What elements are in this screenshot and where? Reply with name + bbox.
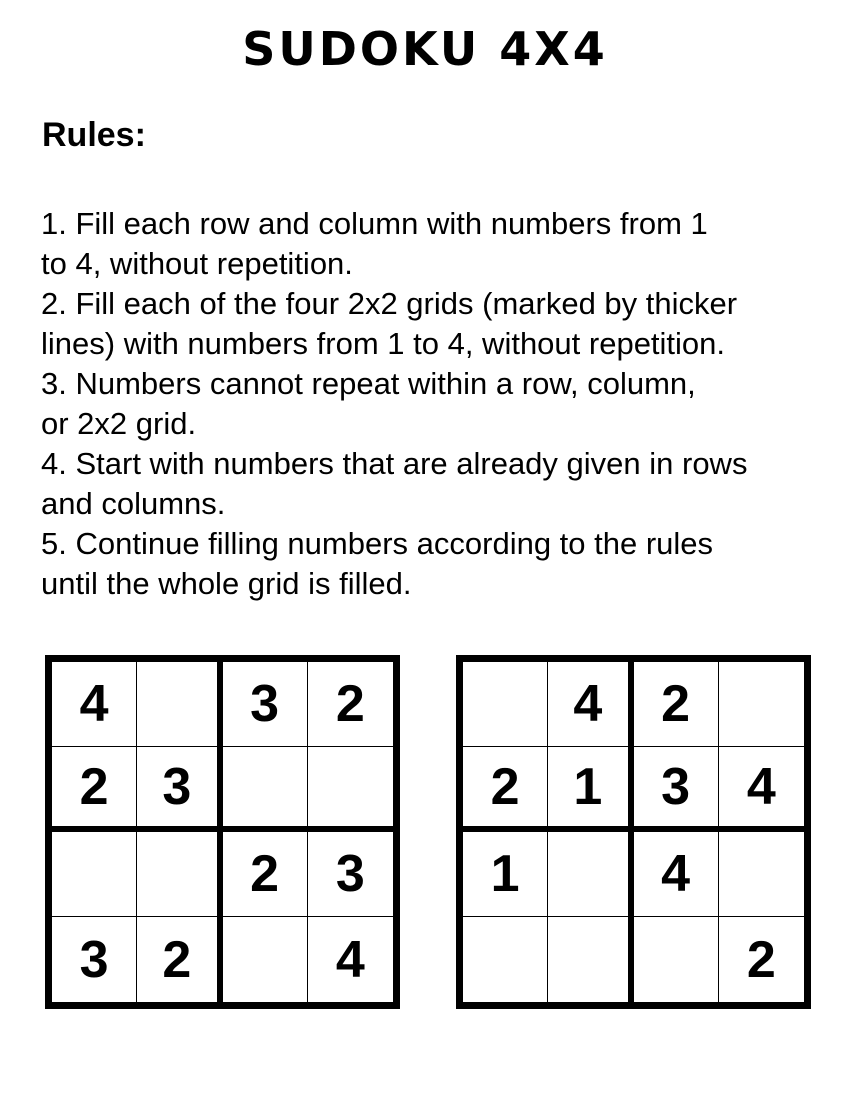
sudoku-cell-r4-c4[interactable]: 2	[746, 930, 776, 989]
sudoku-cell-r4-c2[interactable]: 2	[137, 917, 222, 1002]
sudoku-cell-r2-c2[interactable]: 3	[137, 747, 222, 832]
sudoku-cell-r2-c2[interactable]: 1	[548, 747, 633, 832]
sudoku-cell-r1-c2[interactable]: 4	[548, 662, 633, 747]
sudoku-grid-2	[456, 655, 811, 1009]
rule-5-line-1: 5. Continue filling numbers according to the rules	[41, 526, 714, 561]
sudoku-cell-r1-c4[interactable]	[719, 662, 804, 747]
rules-heading: Rules:	[42, 116, 146, 154]
page-title: SUDOKU 4X4	[242, 22, 608, 76]
sudoku-cell-r3-c3[interactable]: 2	[223, 832, 308, 917]
rule-4-line-1: 4. Start with numbers that are already given in rows	[41, 446, 748, 481]
sudoku-cell-r2-c1[interactable]: 2	[463, 747, 548, 832]
sudoku-cell-r3-c1[interactable]: 1	[463, 832, 548, 917]
sudoku-cell-r3-c4[interactable]	[719, 832, 804, 917]
sudoku-cell-r2-c4[interactable]	[308, 747, 393, 832]
sudoku-cell-r3-c4[interactable]: 3	[308, 832, 393, 917]
sudoku-cell-r2-c4[interactable]: 4	[719, 747, 804, 832]
rule-5-line-2: until the whole grid is filled.	[41, 566, 412, 601]
sudoku-cell-r3-c3[interactable]: 4	[634, 832, 719, 917]
rule-4-line-2: and columns.	[41, 486, 226, 521]
sudoku-cell-r4-c3[interactable]	[223, 917, 308, 1002]
sudoku-cell-r1-c3[interactable]: 3	[223, 662, 308, 747]
sudoku-cell-r4-c4[interactable]: 4	[335, 930, 365, 989]
rule-2-line-1: 2. Fill each of the four 2x2 grids (marked by thicker	[41, 286, 738, 321]
sudoku-cell-r2-c3[interactable]	[223, 747, 308, 832]
sudoku-cell-r4-c1[interactable]	[463, 917, 548, 1002]
sudoku-cell-r3-c2[interactable]	[137, 832, 222, 917]
sudoku-cell-r4-c1[interactable]: 3	[52, 917, 137, 1002]
sudoku-cell-r2-c1[interactable]: 2	[52, 747, 137, 832]
sudoku-cell-r3-c1[interactable]	[52, 832, 137, 917]
rules-list	[41, 204, 831, 604]
rule-1-line-2: to 4, without repetition.	[41, 246, 353, 281]
sudoku-cell-r4-c2[interactable]	[548, 917, 633, 1002]
sudoku-grid-1	[45, 655, 400, 1009]
sudoku-cell-r1-c1[interactable]: 4	[52, 662, 137, 747]
rule-3-line-1: 3. Numbers cannot repeat within a row, column,	[41, 366, 696, 401]
rule-1-line-1: 1. Fill each row and column with numbers from 1	[41, 206, 708, 241]
sudoku-cell-r1-c2[interactable]	[137, 662, 222, 747]
sudoku-cell-r2-c3[interactable]: 3	[634, 747, 719, 832]
sudoku-cell-r3-c2[interactable]	[548, 832, 633, 917]
sudoku-cell-r1-c4[interactable]: 2	[308, 662, 393, 747]
rule-3-line-2: or 2x2 grid.	[41, 406, 197, 441]
sudoku-cell-r4-c3[interactable]	[634, 917, 719, 1002]
sudoku-cell-r1-c1[interactable]	[463, 662, 548, 747]
sudoku-cell-r1-c3[interactable]: 2	[634, 662, 719, 747]
rule-2-line-2: lines) with numbers from 1 to 4, without repetition.	[41, 326, 726, 361]
